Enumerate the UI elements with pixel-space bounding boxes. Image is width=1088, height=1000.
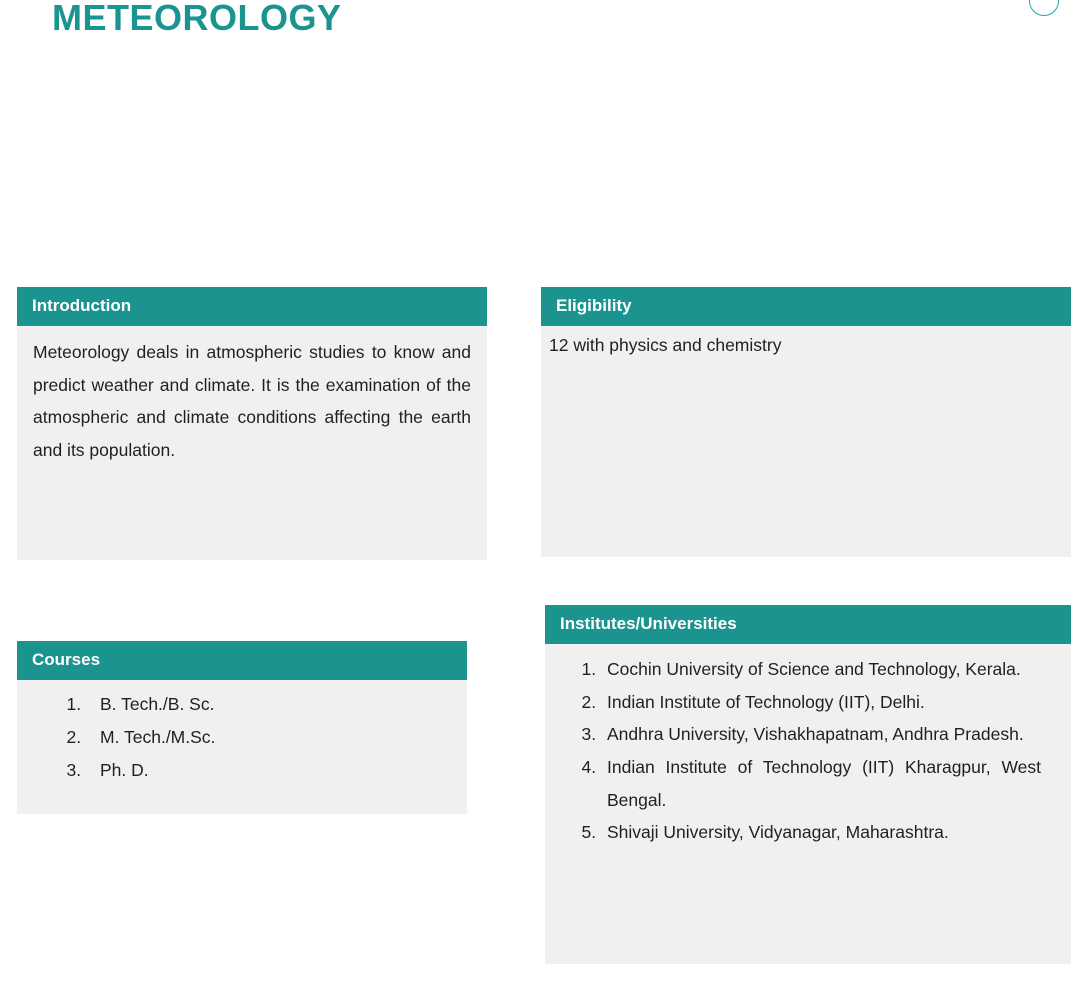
eligibility-card: [541, 287, 1071, 557]
list-item: 2. Indian Institute of Technology (IIT), Delhi.: [601, 686, 1041, 719]
courses-list: [31, 688, 453, 787]
eligibility-card-header: Eligibility: [541, 287, 1071, 326]
decorative-circle-icon: [1029, 0, 1059, 16]
institutes-card: [545, 605, 1071, 964]
list-item: 2. M. Tech./M.Sc.: [86, 721, 453, 754]
list-item: 1. Cochin University of Science and Technology, Kerala.: [601, 653, 1041, 686]
eligibility-card-body: 12 with physics and chemistry: [541, 326, 1071, 557]
introduction-card-body: Meteorology deals in atmospheric studies to know and predict weather and climate. It is the examination of the atmospheric and climate conditions affecting the earth and its population.: [17, 326, 487, 560]
list-item: 4. Indian Institute of Technology (IIT) Kharagpur, West Bengal.: [601, 751, 1041, 816]
list-item: 1. B. Tech./B. Sc.: [86, 688, 453, 721]
list-item: 3. Ph. D.: [86, 754, 453, 787]
courses-card: [17, 641, 467, 814]
list-item: 5. Shivaji University, Vidyanagar, Maharashtra.: [601, 816, 1041, 849]
courses-card-header: Courses: [17, 641, 467, 680]
institutes-card-body: [545, 644, 1071, 964]
institutes-list: [563, 653, 1041, 848]
list-item: 3. Andhra University, Vishakhapatnam, Andhra Pradesh.: [601, 718, 1041, 751]
introduction-card: [17, 287, 487, 560]
introduction-card-header: Introduction: [17, 287, 487, 326]
page-title: METEOROLOGY: [52, 0, 342, 38]
courses-card-body: [17, 680, 467, 814]
institutes-card-header: Institutes/Universities: [545, 605, 1071, 644]
